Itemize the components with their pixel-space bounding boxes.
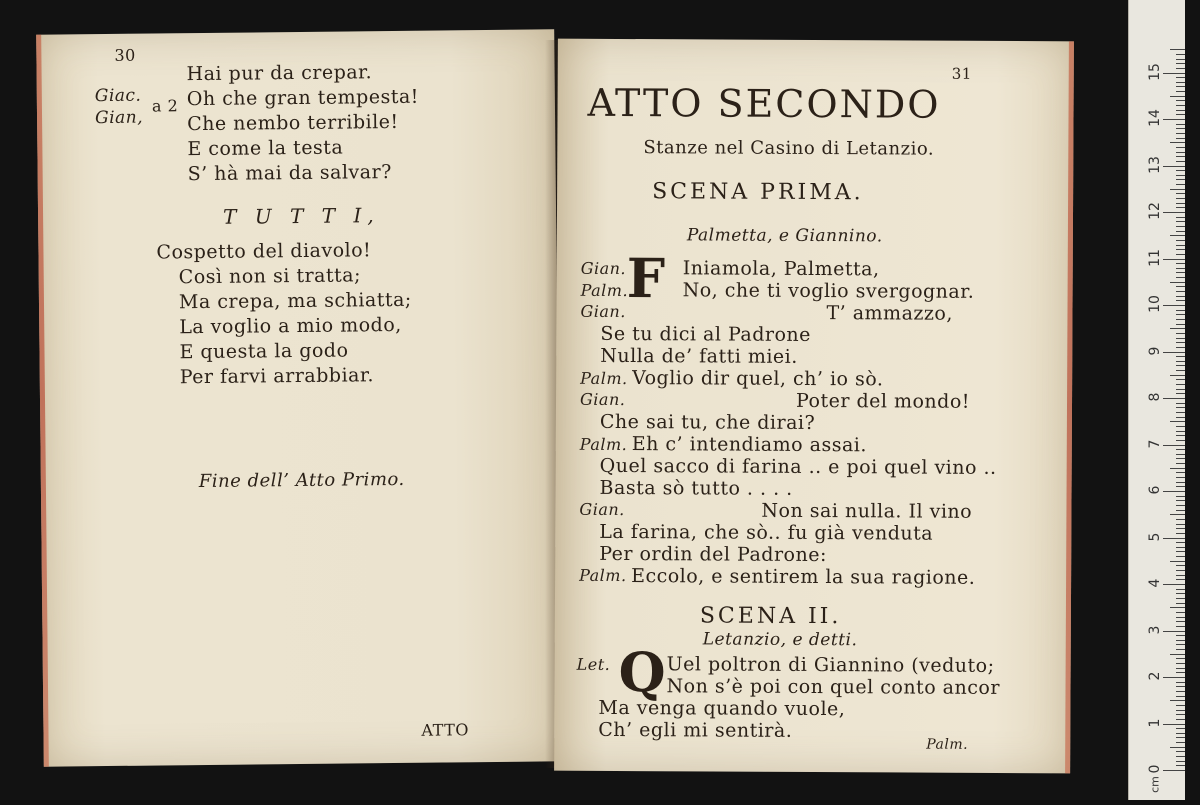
ruler-tick <box>1170 700 1185 701</box>
ruler-tick <box>1176 765 1185 766</box>
speaker-label: Let. <box>576 654 611 674</box>
ruler-tick <box>1176 621 1185 622</box>
ruler-tick <box>1176 617 1185 618</box>
verse-line: Non s’è poi con quel conto ancor <box>666 675 1000 699</box>
ruler-tick <box>1176 426 1185 427</box>
ruler-tick <box>1170 468 1185 469</box>
ruler-tick <box>1176 147 1185 148</box>
ruler-tick <box>1176 179 1185 180</box>
ruler-tick <box>1176 705 1185 706</box>
ruler-tick <box>1176 128 1185 129</box>
ruler-tick <box>1176 403 1185 404</box>
ruler-tick <box>1170 747 1185 748</box>
ruler-tick <box>1176 59 1185 60</box>
ruler-tick <box>1176 249 1185 250</box>
ruler-tick <box>1176 240 1185 241</box>
ruler-tick <box>1163 491 1185 492</box>
ruler-tick <box>1176 551 1185 552</box>
ruler-tick <box>1176 138 1185 139</box>
ruler-tick <box>1170 514 1185 515</box>
ruler-tick <box>1176 314 1185 315</box>
ruler-tick <box>1176 500 1185 501</box>
verse-line: Uel poltron di Giannino (veduto; <box>666 653 995 677</box>
ruler-tick <box>1176 519 1185 520</box>
ruler-tick <box>1176 742 1185 743</box>
ruler-number: 6 <box>1147 485 1163 495</box>
ruler-tick <box>1176 114 1185 115</box>
ruler-tick <box>1176 203 1185 204</box>
verse-line: La voglio a mio modo, <box>179 313 402 339</box>
ruler-tick <box>1176 728 1185 729</box>
ruler-tick <box>1176 193 1185 194</box>
ruler-tick <box>1176 161 1185 162</box>
ruler-tick <box>1176 589 1185 590</box>
ruler-tick <box>1176 286 1185 287</box>
verse-line: E come la testa <box>187 136 344 161</box>
ruler-tick <box>1176 463 1185 464</box>
ruler-tick <box>1176 152 1185 153</box>
verse-line: Basta sò tutto . . . . <box>599 476 793 500</box>
ruler-tick <box>1176 272 1185 273</box>
ruler-tick <box>1176 110 1185 111</box>
ruler-tick <box>1176 649 1185 650</box>
ruler-tick <box>1170 189 1185 190</box>
ruler-tick <box>1176 296 1185 297</box>
ruler-tick <box>1170 654 1185 655</box>
ruler-tick <box>1163 119 1185 120</box>
ruler-tick <box>1176 435 1185 436</box>
ruler-tick <box>1176 533 1185 534</box>
ruler-tick <box>1163 259 1185 260</box>
verse-line: Non sai nulla. Il vino <box>761 499 973 523</box>
ruler-tick <box>1176 458 1185 459</box>
scene-heading: SCENA II. <box>699 603 842 630</box>
ruler-tick <box>1176 221 1185 222</box>
ruler-tick <box>1176 640 1185 641</box>
ruler-tick <box>1176 691 1185 692</box>
ruler-tick <box>1163 73 1185 74</box>
scene-characters: Letanzio, e detti. <box>702 629 858 651</box>
speaker-label: Gian. <box>580 258 627 279</box>
ruler-tick <box>1170 421 1185 422</box>
ruler-tick <box>1176 124 1185 125</box>
page-number: 30 <box>114 45 136 65</box>
ruler-tick <box>1176 91 1185 92</box>
ruler-tick <box>1176 710 1185 711</box>
ruler-tick <box>1176 100 1185 101</box>
ruler-tick <box>1163 584 1185 585</box>
ruler-unit: cm <box>1148 776 1162 793</box>
right-page <box>554 39 1074 774</box>
verse-line: Per farvi arrabbiar. <box>179 364 375 389</box>
ruler-tick <box>1176 496 1185 497</box>
ruler-number: 2 <box>1147 671 1163 681</box>
setting-line: Stanze nel Casino di Letanzio. <box>643 137 935 160</box>
ruler-tick <box>1176 756 1185 757</box>
ruler-tick <box>1176 365 1185 366</box>
tutti-heading: T U T T I, <box>222 203 380 229</box>
verse-line: Così non si tratta; <box>178 264 362 289</box>
ruler-tick <box>1176 170 1185 171</box>
ruler-tick <box>1176 198 1185 199</box>
verse-line: Eh c’ intendiamo assai. <box>631 433 867 457</box>
drop-cap-f: F <box>626 246 666 311</box>
ruler-tick <box>1176 570 1185 571</box>
ruler-tick <box>1176 54 1185 55</box>
verse-line: Ma venga quando vuole, <box>598 696 846 721</box>
ruler-tick <box>1176 668 1185 669</box>
ruler-tick <box>1176 324 1185 325</box>
ruler-tick <box>1176 82 1185 83</box>
ruler-tick <box>1176 612 1185 613</box>
ruler-tick <box>1176 751 1185 752</box>
verse-line: Che nembo terribile! <box>187 110 399 136</box>
ruler-tick <box>1163 445 1185 446</box>
speaker-label: Palm. <box>579 565 627 586</box>
ruler-tick <box>1176 384 1185 385</box>
ruler-tick <box>1176 263 1185 264</box>
ruler-number: 5 <box>1147 532 1163 541</box>
ruler-tick <box>1176 417 1185 418</box>
scene-characters: Palmetta, e Giannino. <box>686 225 883 247</box>
ruler-tick <box>1176 598 1185 599</box>
ruler-number: 13 <box>1147 155 1163 174</box>
ruler-tick <box>1163 677 1185 678</box>
ruler-tick <box>1176 291 1185 292</box>
ruler-tick <box>1176 393 1185 394</box>
speaker-label: Gian. <box>579 389 626 410</box>
speaker-label: Gian. <box>579 499 625 520</box>
verse-line: Eccolo, e sentirem la sua ragione. <box>631 565 976 589</box>
ruler-tick <box>1176 333 1185 334</box>
ruler-tick <box>1176 412 1185 413</box>
verse-line: Che sai tu, che dirai? <box>599 410 816 435</box>
ruler-number: 0 <box>1147 764 1163 774</box>
ruler-tick <box>1170 96 1185 97</box>
ruler-tick <box>1176 593 1185 594</box>
ruler-tick <box>1176 603 1185 604</box>
ruler-tick <box>1176 86 1185 87</box>
ruler-tick <box>1176 524 1185 525</box>
ruler-tick <box>1163 166 1185 167</box>
ruler-tick <box>1176 440 1185 441</box>
ruler-tick <box>1176 277 1185 278</box>
ruler-tick <box>1176 454 1185 455</box>
ruler-tick <box>1170 561 1185 562</box>
speaker-label: Palm. <box>580 280 629 301</box>
ruler-tick <box>1176 733 1185 734</box>
ruler-tick <box>1176 542 1185 543</box>
ruler-tick <box>1163 770 1185 771</box>
ruler-tick <box>1176 626 1185 627</box>
ruler-tick <box>1176 175 1185 176</box>
measurement-ruler <box>1128 0 1185 800</box>
verse-line: Hai pur da crepar. <box>186 61 373 86</box>
right-page-red-edge <box>1065 41 1074 773</box>
ruler-tick <box>1176 672 1185 673</box>
drop-cap-q: Q <box>618 639 667 705</box>
ruler-tick <box>1163 305 1185 306</box>
ruler-tick <box>1176 477 1185 478</box>
ruler-tick <box>1176 644 1185 645</box>
verse-line: Cospetto del diavolo! <box>156 239 372 264</box>
ruler-tick <box>1170 607 1185 608</box>
ruler-tick <box>1176 761 1185 762</box>
ruler-tick <box>1163 212 1185 213</box>
verse-line: T’ ammazzo, <box>826 302 953 325</box>
ruler-number: 14 <box>1147 109 1163 127</box>
ruler-tick <box>1176 105 1185 106</box>
ruler-tick <box>1176 389 1185 390</box>
verse-line: Iniamola, Palmetta, <box>682 257 880 281</box>
ruler-tick <box>1176 184 1185 185</box>
catchword: ATTO <box>421 720 470 740</box>
ruler-number: 12 <box>1147 202 1163 220</box>
ruler-tick <box>1163 538 1185 539</box>
ruler-tick <box>1176 635 1185 636</box>
speaker-label: Gian. <box>580 301 626 322</box>
ruler-tick <box>1176 207 1185 208</box>
act-title: ATTO SECONDO <box>587 80 941 127</box>
ruler-tick <box>1176 370 1185 371</box>
ruler-tick <box>1176 63 1185 64</box>
ruler-tick <box>1176 686 1185 687</box>
ruler-tick <box>1176 565 1185 566</box>
verse-line: La farina, che sò.. fu già venduta <box>599 520 934 545</box>
ruler-tick <box>1176 133 1185 134</box>
speaker-label: Giac. <box>94 85 142 107</box>
ruler-tick <box>1176 156 1185 157</box>
page-number: 31 <box>951 64 972 83</box>
ruler-number: 3 <box>1147 625 1163 634</box>
verse-line: No, che ti voglio svergognar. <box>682 279 975 303</box>
ruler-tick <box>1176 714 1185 715</box>
ruler-tick <box>1176 77 1185 78</box>
ruler-tick <box>1176 338 1185 339</box>
ruler-tick <box>1176 696 1185 697</box>
end-of-act: Fine dell’ Atto Primo. <box>198 468 405 493</box>
ruler-tick <box>1176 737 1185 738</box>
speaker-label: Palm. <box>580 368 628 389</box>
ruler-tick <box>1176 300 1185 301</box>
verse-line: Quel sacco di farina .. e poi quel vino .. <box>599 454 997 479</box>
ruler-tick <box>1176 231 1185 232</box>
ruler-tick <box>1176 226 1185 227</box>
ruler-tick <box>1176 379 1185 380</box>
ruler-tick <box>1163 631 1185 632</box>
ruler-tick <box>1170 235 1185 236</box>
ruler-tick <box>1176 254 1185 255</box>
ruler-tick <box>1176 449 1185 450</box>
ruler-tick <box>1176 556 1185 557</box>
ruler-tick <box>1176 268 1185 269</box>
ruler-tick <box>1176 68 1185 69</box>
verse-line: Se tu dici al Padrone <box>600 322 812 346</box>
left-page <box>36 29 562 766</box>
speaker-label: Gian, <box>94 107 144 129</box>
ruler-number: 8 <box>1147 392 1163 402</box>
ruler-tick <box>1170 375 1185 376</box>
ruler-tick <box>1170 282 1185 283</box>
ruler-tick <box>1176 245 1185 246</box>
ruler-tick <box>1170 328 1185 329</box>
ruler-tick <box>1176 472 1185 473</box>
ruler-tick <box>1176 407 1185 408</box>
ruler-tick <box>1176 663 1185 664</box>
ruler-number: 7 <box>1147 439 1163 448</box>
ruler-number: 1 <box>1147 718 1163 727</box>
ruler-tick <box>1176 342 1185 343</box>
verse-line: Ma crepa, ma schiatta; <box>178 288 412 314</box>
ruler-number: 10 <box>1147 295 1163 313</box>
ruler-tick <box>1176 682 1185 683</box>
ruler-number: 4 <box>1147 578 1163 588</box>
ruler-tick <box>1176 528 1185 529</box>
ruler-number: 11 <box>1147 248 1163 267</box>
ruler-tick <box>1176 505 1185 506</box>
ruler-tick <box>1176 579 1185 580</box>
ruler-tick <box>1176 658 1185 659</box>
ruler-tick <box>1176 361 1185 362</box>
speaker-label: Palm. <box>579 434 628 455</box>
verse-line: Poter del mondo! <box>795 389 971 413</box>
catchword: Palm. <box>926 736 969 753</box>
ruler-tick <box>1163 352 1185 353</box>
scene-heading: SCENA PRIMA. <box>652 179 864 206</box>
verse-line: Voglio dir quel, ch’ io sò. <box>632 367 884 391</box>
ruler-tick <box>1176 356 1185 357</box>
ruler-number: 15 <box>1147 62 1163 81</box>
verse-line: E questa la godo <box>179 339 349 364</box>
ruler-tick <box>1176 310 1185 311</box>
ruler-tick <box>1163 724 1185 725</box>
verse-line: S’ hà mai da salvar? <box>187 161 392 186</box>
ruler-tick <box>1176 482 1185 483</box>
ruler-tick <box>1176 719 1185 720</box>
ruler-tick <box>1170 49 1185 50</box>
ruler-tick <box>1170 142 1185 143</box>
verse-line: Nulla de’ fatti miei. <box>600 344 798 368</box>
a-due-marker: a 2 <box>151 96 179 116</box>
ruler-tick <box>1176 217 1185 218</box>
ruler-tick <box>1176 431 1185 432</box>
ruler-tick <box>1163 398 1185 399</box>
verse-line: Per ordin del Padrone: <box>599 542 827 567</box>
ruler-tick <box>1176 547 1185 548</box>
ruler-tick <box>1176 575 1185 576</box>
ruler-tick <box>1176 319 1185 320</box>
ruler-tick <box>1176 510 1185 511</box>
left-page-red-edge <box>36 35 49 767</box>
ruler-tick <box>1176 486 1185 487</box>
verse-line: Oh che gran tempesta! <box>186 85 419 111</box>
ruler-number: 9 <box>1147 346 1163 355</box>
verse-line: Ch’ egli mi sentirà. <box>598 718 793 742</box>
ruler-tick <box>1176 347 1185 348</box>
